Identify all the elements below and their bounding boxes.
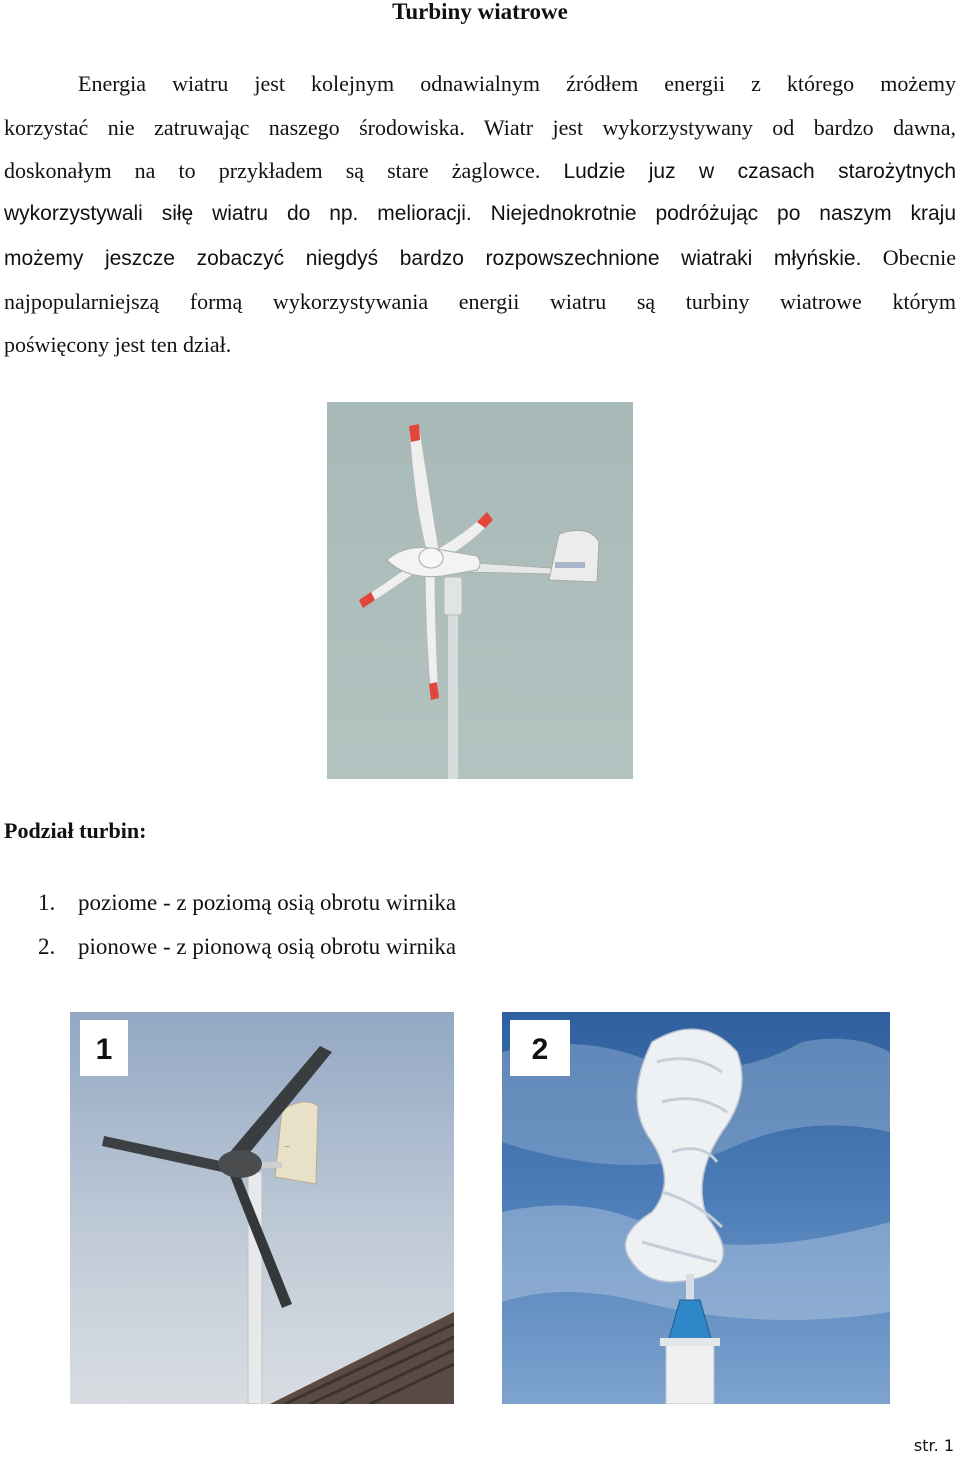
photo-label-1: 1 [95,1033,113,1066]
list-item-number: 1. [38,890,56,915]
intro-line-3-sans: Ludzie juz w czasach starożytnych [563,160,957,183]
list-item-text: pionowe - z pionową osią obrotu wirnika [78,934,457,959]
photo-label-2: 2 [531,1033,549,1066]
vertical-turbine-photo [502,1012,890,1404]
intro-line-5-sans: możemy jeszcze zobaczyć niegdyś bardzo rozpowszechnione wiatraki młyńskie. [4,247,862,270]
intro-line-6: najpopularniejszą formą wykorzystywania energii wiatru są turbiny wiatrowe którym [4,289,956,314]
turbine-photo [327,402,633,779]
intro-line-4 [4,199,956,229]
intro-line-4-b: Niejednokrotnie podróżując po naszym kraju [490,202,956,225]
page-title: Turbiny wiatrowe [392,0,568,24]
page-number: str. 1 [913,1436,954,1455]
intro-line-3-serif: doskonałym na to przykładem są stare żaglowce. [4,158,541,183]
turbine-hub [419,548,443,568]
section-heading: Podział turbin: [4,818,147,843]
turbine-tail-fin [275,1102,318,1184]
svg-text:~: ~ [284,1142,290,1153]
list-item [38,888,456,918]
turbine-nacelle [218,1150,262,1178]
intro-line-5 [4,243,956,274]
intro-line-4-a: wykorzystywali siłę wiatru do np. melioracji. [4,202,472,225]
intro-line-1: Energia wiatru jest kolejnym odnawialnym źródłem energii z którego możemy [78,71,956,96]
turbine-mast [666,1342,714,1404]
list-item [38,932,456,962]
intro-line-2: korzystać nie zatruwając naszego środowiska. Wiatr jest wykorzystywany od bardzo dawna, [4,115,956,140]
list-item-text: poziome - z poziomą osią obrotu wirnika [78,890,457,915]
intro-line-5-serif: Obecnie [882,245,956,270]
turbine-shaft [686,1274,694,1300]
intro-line-7: poświęcony jest ten dział. [4,332,232,357]
horizontal-turbine-photo [70,1012,454,1404]
list-item-number: 2. [38,934,56,959]
intro-line-3 [4,156,956,187]
